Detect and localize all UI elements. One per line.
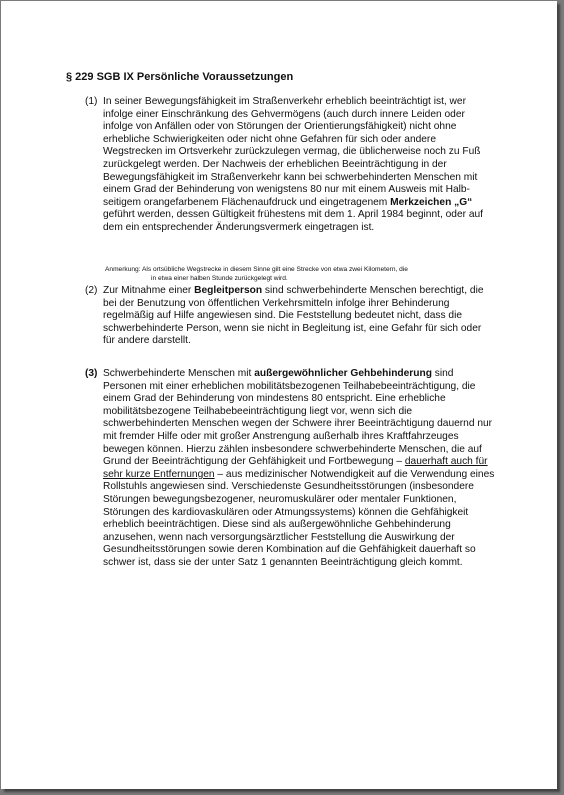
begleitperson: Begleitperson	[194, 285, 263, 296]
remark-note	[105, 265, 505, 283]
paragraph-3-text: Schwerbehinderte Menschen mit außergewöhnlicher Gehbehinderung sind Personen mit einer erheblichen mobilitätsbezogenen Teilhabebeeinträchtigung, die einem Grad der Behinderung von mindestens 80 entspricht. Eine erhebliche mobilitätsbezogene Teilhabebeeinträchtigung liegt vor, wenn sich die schwerbehinderten Menschen wegen der Schwere ihrer Beeinträchtigung dauernd nur mit fremder Hilfe oder mit großer Anstrengung außerhalb ihres Kraftfahrzeuges bewegen können. Hierzu zählen insbesondere schwerbehinderte Menschen, die auf Grund der Beeinträchtigung der Gehfähigkeit und Fortbewegung – dauerhaft auch für sehr kurze Entfernungen – aus medizinischer Notwendigkeit auf die Verwendung eines Rollstuhls angewiesen sind. Verschiedenste Gesundheitsstörungen (insbesondere Störungen bewegungsbezogener, neuromuskulärer oder mentaler Funktionen, Störungen des kardiovaskulären oder Atmungssystems) können die Gehfähigkeit erheblich beeinträchtigen. Diese sind als außergewöhnliche Gehbehinderung anzusehen, wenn nach versorgungsärztlicher Feststellung die Auswirkung der Gesundheitsstörungen sowie deren Kombination auf die Gehfähigkeit dauerhaft so schwer ist, dass sie der unter Satz 1 genannten Beeinträchtigung gleich kommt.	[103, 368, 495, 568]
paragraph-3	[85, 368, 495, 570]
paragraph-1	[85, 96, 495, 235]
document-page	[1, 1, 557, 789]
paragraph-2	[85, 285, 495, 348]
underlined-phrase: dauerhaft auch für sehr kurze Entfernungen	[103, 456, 488, 480]
paragraph-2-number: (2)	[85, 285, 98, 296]
section-heading: § 229 SGB IX Persönliche Voraussetzungen	[66, 71, 294, 83]
remark-line-2: in etwa einer halben Stunde zurückgelegt wird.	[151, 275, 288, 282]
paragraph-1-text: In seiner Bewegungsfähigkeit im Straßenverkehr erheblich beeinträchtigt ist, wer infolge einer Einschränkung des Gehvermögens (auch durch innere Leiden oder infolge von Anfällen oder von Störungen der Orientierungsfähigkeit) nicht ohne erhebliche Schwierigkeiten oder nicht ohne Gefahren für sich oder andere Wegstrecken im Ortsverkehr zurückzulegen vermag, die üblicherweise noch zu Fuß zurückgelegt werden. Der Nachweis der erheblichen Beeinträchtigung in der Bewegungsfähigkeit im Straßenverkehr kann bei schwerbehinderten Menschen mit einem Grad der Behinderung von wenigstens 80 nur mit einem Ausweis mit Halb-seitigem orangefarbenem Flächenaufdruck und eingetragenem Merkzeichen „G“ geführt werden, dessen Gültigkeit frühestens mit dem 1. April 1984 beginnt, oder auf dem ein entsprechender Änderungsvermerk eingetragen ist.	[103, 96, 483, 233]
merkzeichen-g: Merkzeichen „G“	[390, 196, 473, 208]
aussergewoehnliche-gehbehinderung: außergewöhnlicher Gehbehinderung	[254, 368, 432, 379]
remark-line-1: Anmerkung: Als ortsübliche Wegstrecke in diesem Sinne gilt eine Strecke von etwa zwei Kilometern, die	[105, 266, 408, 273]
paragraph-2-text: Zur Mitnahme einer Begleitperson sind schwerbehinderte Menschen berechtigt, die bei der Benutzung von öffentlichen Verkehrsmitteln infolge ihrer Behinderung regelmäßig auf Hilfe angewiesen sind. Die Feststellung bedeutet nicht, dass die schwerbehinderte Person, wenn sie nicht in Begleitung ist, eine Gefahr für sich oder für andere darstellt.	[103, 285, 484, 347]
paragraph-1-number: (1)	[85, 96, 98, 107]
paragraph-3-number: (3)	[85, 368, 98, 379]
